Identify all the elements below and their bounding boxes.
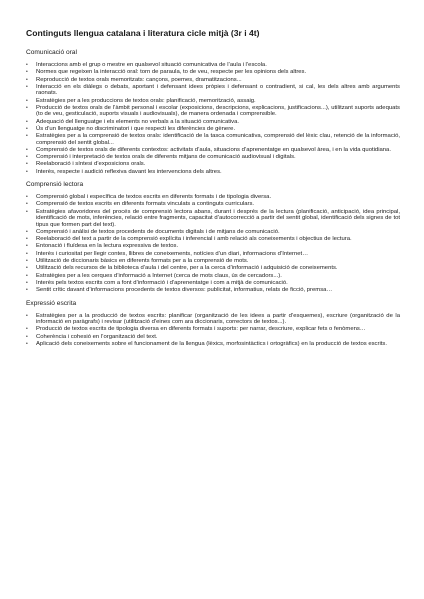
list-item: • Estratègies per a les cerques d’informació a Internet (cerca de mots claus, ús de cercadors...). [26, 273, 400, 279]
list-item: • Interès i curiositat per llegir contes, llibres de coneixements, notícies d’un diari, informacions d’Internet… [26, 251, 400, 257]
list-item: • Reelaboració i síntesi d’exposicions orals. [26, 161, 400, 167]
list-item: • Normes que regeixen la interacció oral: torn de paraula, to de veu, respecte per les opinions dels altres. [26, 69, 400, 75]
list-item: • Ús d’un llenguatge no discriminatori i que respecti les diferències de gènere. [26, 126, 400, 132]
section-heading: Expressió escrita [26, 299, 77, 307]
list-item: • Comprensió i interpretació de textos orals de diferents mitjans de comunicació audiovisual i digitals. [26, 154, 400, 160]
list-item: • Coherència i cohesió en l’organització del text. [26, 334, 400, 340]
list-item: • Reelaboració del text a partir de la comprensió explícita i inferencial i amb relació als coneixements i objectius de lectura. [26, 236, 400, 242]
section-heading: Comprensió lectora [26, 181, 84, 189]
bullet-list [26, 62, 400, 175]
list-item: • Sentit crític davant d’informacions procedents de textos diversos: publicitat, informatius, relats de ficció, premsa… [26, 287, 400, 293]
list-item: • Utilització dels recursos de la biblioteca d’aula i del centre, per a la cerca d’informació i adquisició de coneixements. [26, 265, 400, 271]
list-item: • Entonació i fluïdesa en la lectura expressiva de textos. [26, 243, 400, 249]
list-item: • Producció de textos orals de l’àmbit personal i escolar (exposicions, descripcions, explicacions, justificacions...), utilitzant suports adequats (to de veu, gesticulació, suports visuals i audiovisuals), de manera ordenada i comprensible. [26, 105, 400, 118]
list-item: • Utilització de diccionaris bàsics en diferents formats per a la comprensió de mots. [26, 258, 400, 264]
bullet-list [26, 313, 400, 348]
list-item: • Reproducció de textos orals memoritzats: cançons, poemes, dramatitzacions... [26, 77, 400, 83]
list-item: • Estratègies afavoridores del procés de comprensió lectora abans, durant i després de la lectura (planificació, anticipació, idea principal, identificació de mots, inferències, relació entre fragments, capacitat d’autocorrecció a partir del sentit global, identificació dels signes de tot tipus que formen part del text). [26, 209, 400, 228]
list-item: • Producció de textos escrits de tipologia diversa en diferents formats i suports: per narrar, descriure, explicar fets o fenòmens… [26, 326, 400, 332]
list-item: • Aplicació dels coneixements sobre el funcionament de la llengua (lèxics, morfosintàctics i ortogràfics) en la producció de textos escrits. [26, 341, 400, 347]
list-item: • Interaccions amb el grup o mestre en qualsevol situació comunicativa de l’aula i l’escola. [26, 62, 400, 68]
list-item: • Comprensió global i específica de textos escrits en diferents formats i de tipologia diversa. [26, 194, 400, 200]
bullet-list [26, 194, 400, 293]
list-item: • Comprensió i anàlisi de textos procedents de documents digitals i de mitjans de comunicació. [26, 229, 400, 235]
list-item: • Comprensió de textos escrits en diferents formats vinculats a continguts curriculars. [26, 201, 400, 207]
list-item: • Estratègies per a la producció de textos escrits: planificar (organització de les idees a partir d’esquemes), escriure (organització de la informació en paràgrafs) i revisar (utilització d’eines com ara diccionaris, correctors de textos...). [26, 313, 400, 326]
section [26, 49, 400, 175]
document-title: Continguts llengua catalana i literatura cicle mitjà (3r i 4t) [26, 28, 260, 38]
list-item: • Interès pels textos escrits com a font d’informació i d’aprenentatge i com a mitjà de comunicació. [26, 280, 400, 286]
list-item: • Interacció en els diàlegs o debats, aportant i defensant idees pròpies i defensant o contradient, si cal, les dels altres amb arguments raonats. [26, 84, 400, 97]
section [26, 181, 400, 293]
list-item: • Comprensió de textos orals de diferents contextos: activitats d’aula, situacions d’aprenentatge en qualsevol àrea, i en la vida quotidiana. [26, 147, 400, 153]
list-item: • Interès, respecte i audició reflexiva davant les intervencions dels altres. [26, 169, 400, 175]
sections-container [26, 49, 400, 347]
list-item: • Adequació del llenguatge i els elements no verbals a la situació comunicativa. [26, 119, 400, 125]
section-heading: Comunicació oral [26, 49, 77, 56]
list-item: • Estratègies per a la comprensió de textos orals: identificació de la tasca comunicativa, comprensió del lèxic clau, retenció de la informació, comprensió del sentit global... [26, 133, 400, 146]
section [26, 300, 400, 348]
list-item: • Estratègies per a les produccions de textos orals: planificació, memorització, assaig. [26, 98, 400, 104]
